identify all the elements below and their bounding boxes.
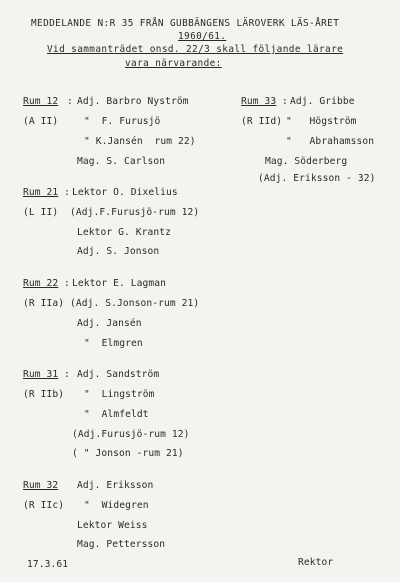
room-12-teacher-1: Adj. Barbro Nyström	[77, 96, 189, 107]
room-12-class: (A II)	[23, 116, 59, 127]
room-21-label: Rum 21	[23, 187, 59, 198]
colon: :	[64, 369, 70, 380]
room-31-teacher-4: (Adj.Furusjö-rum 12)	[72, 429, 190, 440]
colon: :	[67, 96, 73, 107]
room-32-teacher-2: " Widegren	[84, 500, 149, 511]
colon: :	[282, 96, 288, 107]
room-22-teacher-1: Lektor E. Lagman	[72, 278, 167, 289]
room-33-teacher-4: Mag. Söderberg	[265, 156, 348, 167]
footer-signature: Rektor	[298, 557, 334, 568]
room-12-teacher-3: " K.Jansén rum 22)	[84, 136, 196, 147]
room-32-teacher-1: Adj. Eriksson	[77, 480, 154, 491]
room-22-teacher-2: (Adj. S.Jonson-rum 21)	[70, 298, 200, 309]
room-21-teacher-2: (Adj.F.Furusjö-rum 12)	[70, 207, 200, 218]
header-line-4: vara närvarande:	[125, 58, 222, 69]
room-22-teacher-4: " Elmgren	[84, 338, 143, 349]
room-22-label: Rum 22	[23, 278, 59, 289]
room-33-teacher-5: (Adj. Eriksson - 32)	[258, 173, 376, 184]
room-21-teacher-4: Adj. S. Jonson	[77, 246, 160, 257]
room-33-teacher-3: " Abrahamsson	[286, 136, 375, 147]
room-31-teacher-2: " Lingström	[84, 389, 155, 400]
room-22-class: (R IIa)	[23, 298, 65, 309]
room-31-teacher-3: " Almfeldt	[84, 409, 149, 420]
room-31-class: (R IIb)	[23, 389, 65, 400]
room-22-teacher-3: Adj. Jansén	[77, 318, 142, 329]
room-32-label: Rum 32	[23, 480, 59, 491]
room-32-teacher-4: Mag. Pettersson	[77, 539, 166, 550]
header-line-2: 1960/61.	[178, 31, 227, 42]
room-21-teacher-1: Lektor O. Dixelius	[72, 187, 178, 198]
room-12-label: Rum 12	[23, 96, 59, 107]
room-31-teacher-5: ( " Jonson -rum 21)	[72, 448, 184, 459]
room-21-teacher-3: Lektor G. Krantz	[77, 227, 172, 238]
room-32-class: (R IIc)	[23, 500, 65, 511]
colon: :	[64, 278, 70, 289]
room-32-teacher-3: Lektor Weiss	[77, 520, 148, 531]
room-31-label: Rum 31	[23, 369, 59, 380]
colon: :	[64, 187, 70, 198]
room-12-teacher-4: Mag. S. Carlson	[77, 156, 166, 167]
room-33-label: Rum 33	[241, 96, 277, 107]
header-line-1: MEDDELANDE N:R 35 FRÅN GUBBÄNGENS LÄROVERK LÄS-ÅRET	[31, 18, 340, 29]
room-31-teacher-1: Adj. Sandström	[77, 369, 160, 380]
room-12-teacher-2: " F. Furusjö	[84, 116, 161, 127]
room-21-class: (L II)	[23, 207, 59, 218]
footer-date: 17.3.61	[27, 559, 69, 570]
room-33-teacher-1: Adj. Gribbe	[290, 96, 355, 107]
room-33-class: (R IId)	[241, 116, 283, 127]
room-33-teacher-2: " Högström	[286, 116, 357, 127]
header-line-3: Vid sammanträdet onsd. 22/3 skall följande lärare	[47, 44, 344, 55]
